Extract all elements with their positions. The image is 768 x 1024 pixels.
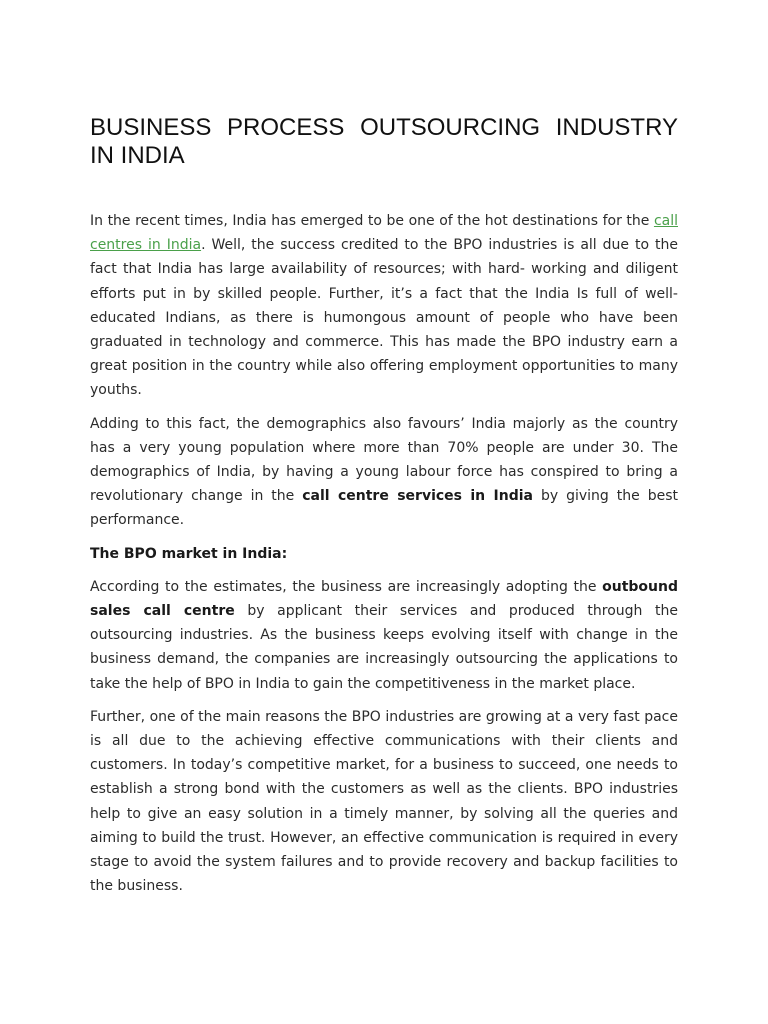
paragraph-4: Further, one of the main reasons the BPO industries are growing at a very fast pace is all due to the achieving effective communications with their clients and customers. In today’s competitive market, for a business to succeed, one needs to establish a strong bond with the customers as well as the clients. BPO industries help to give an easy solution in a timely manner, by solving all the queries and aiming to build the trust. However, an effective communication is required in every stage to avoid the system failures and to provide recovery and backup facilities to the business. xyxy=(90,708,678,895)
document-body xyxy=(90,209,678,907)
paragraph-1-text-before-link: In the recent times, India has emerged to be one of the hot destinations for the xyxy=(90,213,654,229)
paragraph-2-text-after-bold: by giving the best performance. xyxy=(90,488,678,529)
paragraph-3-bold-phrase: outbound sales call centre xyxy=(90,578,678,620)
paragraph-2-text-before-bold: Adding to this fact, the demographics also favours’ India majorly as the country has a very young population where more than 70% people are under 30. The demographics of India, by having a young labour force has conspired to bring a revolutionary change in the xyxy=(90,415,678,505)
paragraph-2-bold-phrase: call centre services in India xyxy=(302,488,533,505)
paragraph-3-text-before-bold: According to the estimates, the business are increasingly adopting the xyxy=(90,578,603,595)
paragraph-1 xyxy=(90,209,678,403)
paragraph-3-text-after-bold: by applicant their services and produced through the outsourcing industries. As the business keeps evolving itself with change in the business demand, the companies are increasingly outsourcing the applications to take the help of BPO in India to gain the competitiveness in the market place. xyxy=(90,603,678,692)
paragraph-1-text-after-link: . Well, the success credited to the BPO industries is all due to the fact that India has large availability of resources; with hard- working and diligent efforts put in by skilled people. Further, it’s a fact that the India Is full of well-educated Indians, as there is humongous amount of people who have been graduated in technology and commerce. This has made the BPO industry earn a great position in the country while also offering employment opportunities to many youths. xyxy=(90,237,678,399)
call-centres-link[interactable]: call centres in India xyxy=(90,213,678,254)
document-title: BUSINESS PROCESS OUTSOURCING INDUSTRY IN INDIA xyxy=(90,114,678,169)
paragraph-2 xyxy=(90,412,678,533)
section-heading: The BPO market in India: xyxy=(90,545,288,562)
paragraph-3 xyxy=(90,575,678,696)
